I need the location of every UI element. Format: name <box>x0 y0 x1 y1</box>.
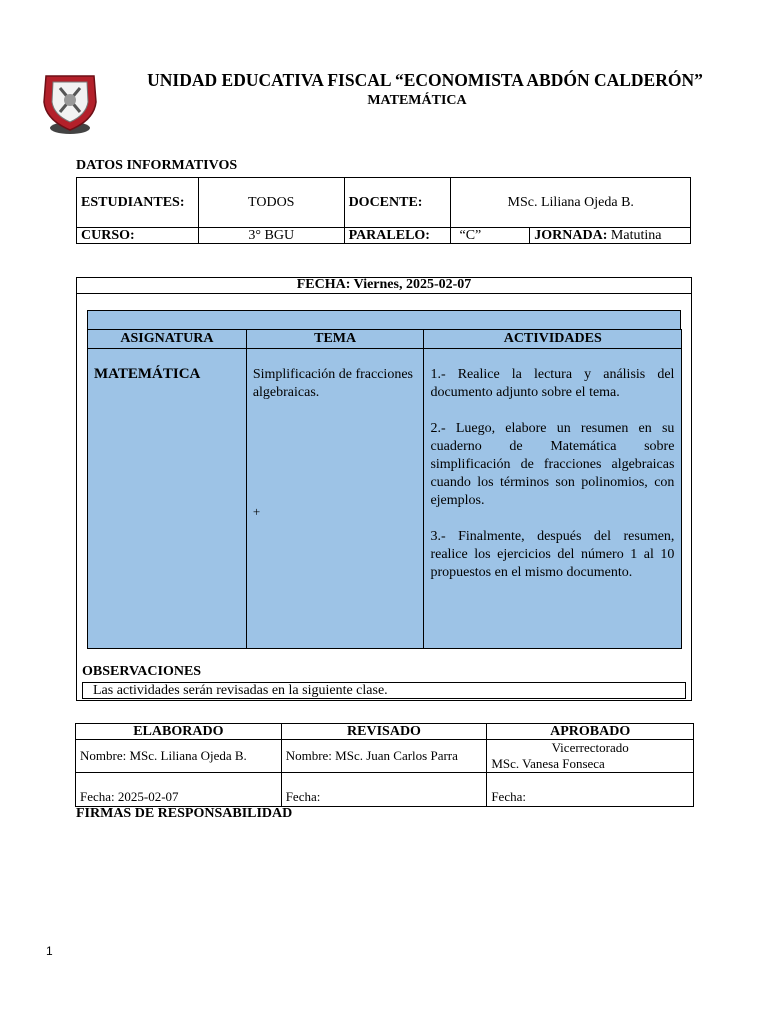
datos-informativos-label: DATOS INFORMATIVOS <box>76 158 238 173</box>
aprobado-role: Vicerrectorado <box>551 740 629 755</box>
docente-label: DOCENTE: <box>344 178 451 228</box>
jornada-cell <box>530 228 691 244</box>
header-tema: TEMA <box>246 330 424 349</box>
activity-table <box>87 329 682 649</box>
jornada-label: JORNADA: <box>534 228 608 243</box>
paralelo-value: “C” <box>451 228 530 244</box>
header-revisado: REVISADO <box>281 724 487 740</box>
asignatura-value: MATEMÁTICA <box>94 366 201 382</box>
tema-cell <box>246 349 424 649</box>
fecha-header: FECHA: Viernes, 2025-02-07 <box>76 277 692 294</box>
school-name: UNIDAD EDUCATIVA FISCAL “ECONOMISTA ABDÓN CALDERÓN” <box>147 70 703 90</box>
nombre-revisado: Nombre: MSc. Juan Carlos Parra <box>281 740 487 773</box>
tema-value: Simplificación de fracciones algebraicas. <box>252 367 413 400</box>
header-elaborado: ELABORADO <box>76 724 282 740</box>
fecha-elaborado: Fecha: 2025-02-07 <box>76 773 282 807</box>
actividad-1: 1.- Realice la lectura y análisis del documento adjunto sobre el tema. <box>430 367 675 400</box>
observaciones-label: OBSERVACIONES <box>82 664 202 679</box>
aprobado-name: MSc. Vanesa Fonseca <box>491 756 605 771</box>
tema-plus-mark: + <box>252 504 261 519</box>
actividades-cell <box>424 349 682 649</box>
actividad-2: 2.- Luego, elabore un resumen en su cuaderno de Matemática sobre simplificación de fracciones algebraicas cuando los términos son polinomios, con ejemplos. <box>430 421 675 508</box>
jornada-value: Matutina <box>607 228 662 243</box>
school-crest-logo <box>38 68 102 140</box>
fecha-revisado: Fecha: <box>281 773 487 807</box>
nombre-elaborado: Nombre: MSc. Liliana Ojeda B. <box>76 740 282 773</box>
actividad-3: 3.- Finalmente, después del resumen, realice los ejercicios del número 1 al 10 propuestos en el mismo documento. <box>430 529 675 580</box>
info-table <box>76 177 691 244</box>
asignatura-cell <box>88 349 247 649</box>
curso-label: CURSO: <box>77 228 199 244</box>
estudiantes-value: TODOS <box>198 178 344 228</box>
firmas-label: FIRMAS DE RESPONSABILIDAD <box>76 806 293 821</box>
table-top-band <box>87 310 681 329</box>
header-asignatura: ASIGNATURA <box>88 330 247 349</box>
signatures-table <box>75 723 694 807</box>
docente-value: MSc. Liliana Ojeda B. <box>451 178 691 228</box>
aprobado-cell <box>487 740 694 773</box>
page-number: 1 <box>46 944 53 958</box>
estudiantes-label: ESTUDIANTES: <box>77 178 199 228</box>
fecha-aprobado: Fecha: <box>487 773 694 807</box>
paralelo-label: PARALELO: <box>344 228 451 244</box>
subject-title: MATEMÁTICA <box>367 93 467 108</box>
header-aprobado: APROBADO <box>487 724 694 740</box>
observaciones-text: Las actividades serán revisadas en la siguiente clase. <box>82 682 686 699</box>
curso-value: 3° BGU <box>198 228 344 244</box>
header-actividades: ACTIVIDADES <box>424 330 682 349</box>
